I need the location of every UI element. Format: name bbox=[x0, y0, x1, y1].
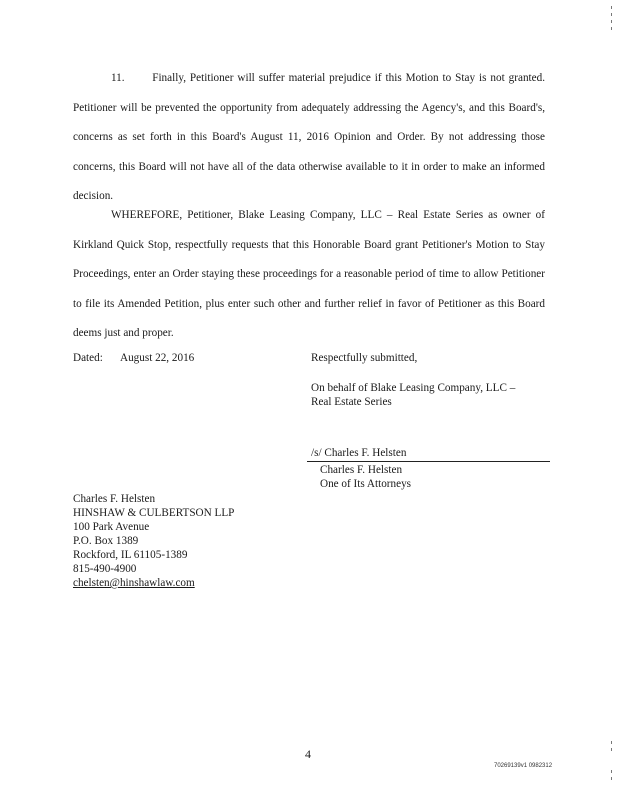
paragraph-11-text: Finally, Petitioner will suffer material prejudice if this Motion to Stay is not granted. Petitioner will be prevented the opportunity from adequately addressing the Agency's, and this Board's, concerns as set forth in this Board's August 11, 2016 Opinion and Order. By not addressing those concerns, this Board will not have all of the data otherwise available to it in order to make an informed decision. bbox=[73, 72, 546, 202]
signer-role: One of Its Attorneys bbox=[320, 478, 412, 490]
edge-mark bbox=[611, 20, 612, 23]
document-id: 70269139v1 0982312 bbox=[494, 763, 553, 769]
dated-date: August 22, 2016 bbox=[120, 352, 195, 364]
attorney-email-link[interactable]: chelsten@hinshawlaw.com bbox=[73, 577, 195, 589]
attorney-phone: 815-490-4900 bbox=[73, 563, 137, 575]
page-number: 4 bbox=[305, 747, 311, 761]
edge-mark bbox=[611, 6, 612, 9]
attorney-po-box: P.O. Box 1389 bbox=[73, 535, 139, 547]
attorney-email-row bbox=[73, 576, 195, 591]
on-behalf-line-2: Real Estate Series bbox=[311, 396, 392, 408]
signer-name: Charles F. Helsten bbox=[320, 464, 403, 476]
attorney-firm: HINSHAW & CULBERTSON LLP bbox=[73, 507, 235, 519]
on-behalf-line-1: On behalf of Blake Leasing Company, LLC – bbox=[311, 382, 516, 394]
edge-mark bbox=[611, 27, 612, 30]
electronic-signature: /s/ Charles F. Helsten bbox=[311, 447, 407, 459]
signature-closing: Respectfully submitted, bbox=[311, 352, 418, 364]
wherefore-text: WHEREFORE, Petitioner, Blake Leasing Company, LLC – Real Estate Series as owner of Kirkland Quick Stop, respectfully requests that this Honorable Board grant Petitioner's Motion to Stay Proceedings, enter an Order staying these proceedings for a reasonable period of time to allow Petitioner to file its Amended Petition, plus enter such other and further relief in favor of Petitioner as this Board deems just and proper. bbox=[73, 209, 545, 339]
signature-line bbox=[307, 461, 550, 462]
wherefore-paragraph bbox=[73, 201, 545, 349]
paragraph-number: 11. bbox=[111, 72, 125, 84]
edge-mark bbox=[611, 748, 612, 751]
attorney-street: 100 Park Avenue bbox=[73, 521, 150, 533]
edge-mark bbox=[611, 13, 612, 16]
dated-label: Dated: bbox=[73, 352, 103, 364]
edge-mark bbox=[611, 777, 612, 780]
attorney-city: Rockford, IL 61105-1389 bbox=[73, 549, 188, 561]
paragraph-11 bbox=[73, 64, 545, 212]
attorney-name: Charles F. Helsten bbox=[73, 493, 156, 505]
edge-mark bbox=[611, 741, 612, 744]
edge-mark bbox=[611, 770, 612, 773]
